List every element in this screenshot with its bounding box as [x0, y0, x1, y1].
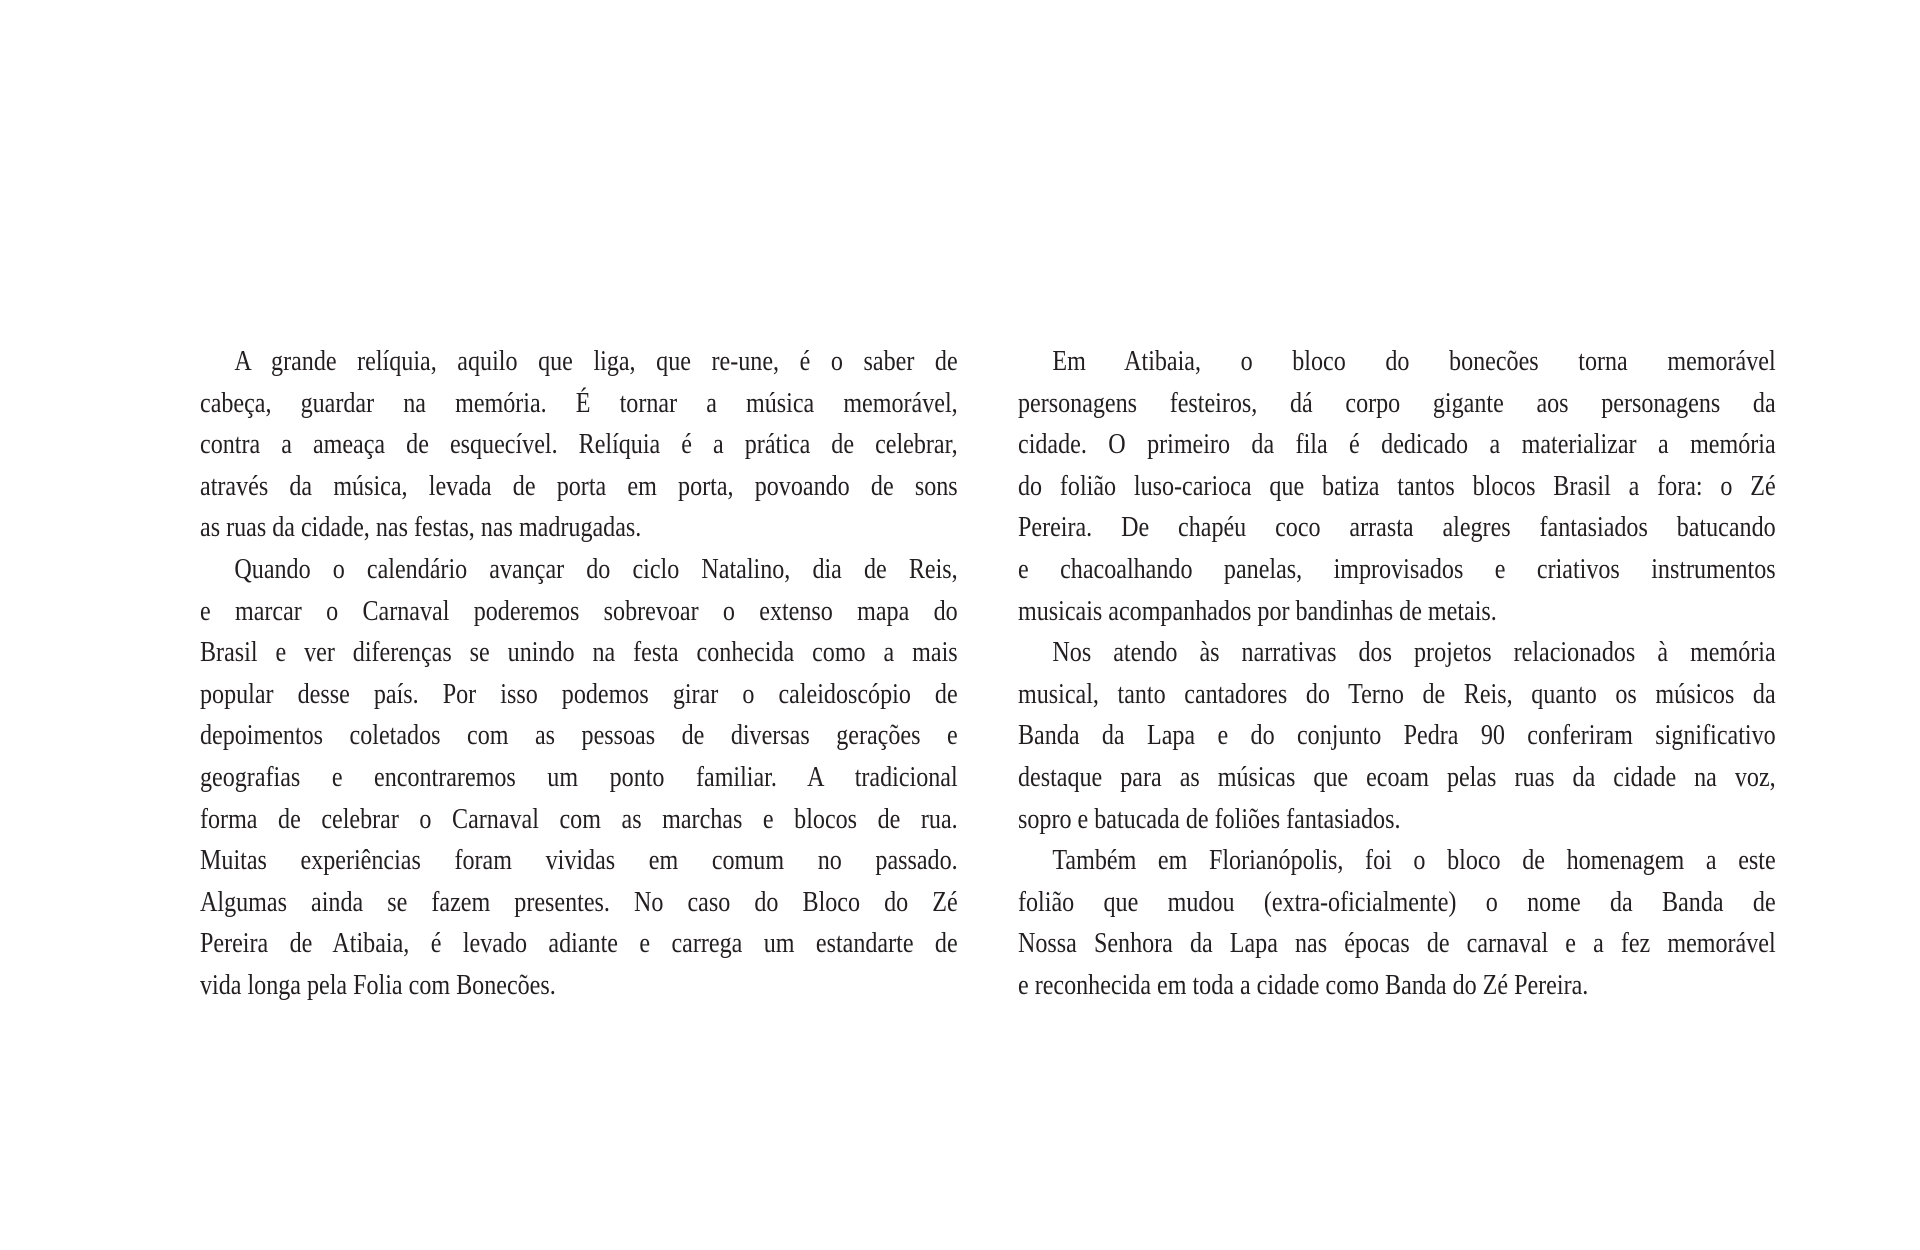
text-line: e reconhecida em toda a cidade como Banda do Zé Pereira.: [1018, 969, 1589, 1001]
text-line: Algumas ainda se fazem presentes. No caso do Bloco do Zé: [200, 886, 958, 918]
text-line: contra a ameaça de esquecível. Relíquia é a prática de celebrar,: [200, 429, 958, 461]
paragraph: [200, 341, 958, 549]
text-line: destaque para as músicas que ecoam pelas ruas da cidade na voz,: [1018, 761, 1776, 793]
text-column-left: [200, 341, 958, 1007]
paragraph: [1018, 840, 1776, 1006]
text-line: depoimentos coletados com as pessoas de diversas gerações e: [200, 720, 958, 752]
text-line: forma de celebrar o Carnaval com as marchas e blocos de rua.: [200, 803, 958, 835]
text-line: geografias e encontraremos um ponto familiar. A tradicional: [200, 761, 958, 793]
text-line: Nossa Senhora da Lapa nas épocas de carnaval e a fez memorável: [1018, 928, 1776, 960]
text-column-right: [1018, 341, 1776, 1007]
text-line: do folião luso-carioca que batiza tantos blocos Brasil a fora: o Zé: [1018, 470, 1776, 502]
text-line: Quando o calendário avançar do ciclo Natalino, dia de Reis,: [234, 553, 958, 585]
text-line: Em Atibaia, o bloco do bonecões torna memorável: [1052, 346, 1776, 377]
text-line: personagens festeiros, dá corpo gigante aos personagens da: [1018, 387, 1776, 419]
paragraph: [1018, 341, 1776, 632]
text-line: Muitas experiências foram vividas em comum no passado.: [200, 845, 958, 877]
text-line: através da música, levada de porta em porta, povoando de sons: [200, 470, 958, 502]
text-line: vida longa pela Folia com Bonecões.: [200, 969, 556, 1001]
text-line: musical, tanto cantadores do Terno de Reis, quanto os músicos da: [1018, 678, 1776, 710]
text-line: Banda da Lapa e do conjunto Pedra 90 conferiram significativo: [1018, 720, 1776, 752]
text-line: as ruas da cidade, nas festas, nas madrugadas.: [200, 512, 642, 544]
text-line: cidade. O primeiro da fila é dedicado a materializar a memória: [1018, 429, 1776, 461]
paragraph: [200, 549, 958, 1007]
paragraph: [1018, 632, 1776, 840]
text-line: Pereira. De chapéu coco arrasta alegres fantasiados batucando: [1018, 512, 1776, 544]
text-line: sopro e batucada de foliões fantasiados.: [1018, 803, 1401, 835]
text-line: e chacoalhando panelas, improvisados e criativos instrumentos: [1018, 553, 1776, 585]
text-line: e marcar o Carnaval poderemos sobrevoar o extenso mapa do: [200, 595, 958, 627]
text-line: Pereira de Atibaia, é levado adiante e carrega um estandarte de: [200, 928, 958, 960]
text-line: musicais acompanhados por bandinhas de metais.: [1018, 595, 1497, 627]
text-line: Também em Florianópolis, foi o bloco de homenagem a este: [1052, 845, 1776, 877]
text-line: Nos atendo às narrativas dos projetos relacionados à memória: [1052, 637, 1776, 669]
text-line: popular desse país. Por isso podemos girar o caleidoscópio de: [200, 678, 958, 710]
text-line: cabeça, guardar na memória. É tornar a música memorável,: [200, 387, 958, 419]
text-line: A grande relíquia, aquilo que liga, que re-une, é o saber de: [234, 346, 958, 377]
text-line: folião que mudou (extra-oficialmente) o nome da Banda de: [1018, 886, 1776, 918]
text-line: Brasil e ver diferenças se unindo na festa conhecida como a mais: [200, 637, 958, 669]
